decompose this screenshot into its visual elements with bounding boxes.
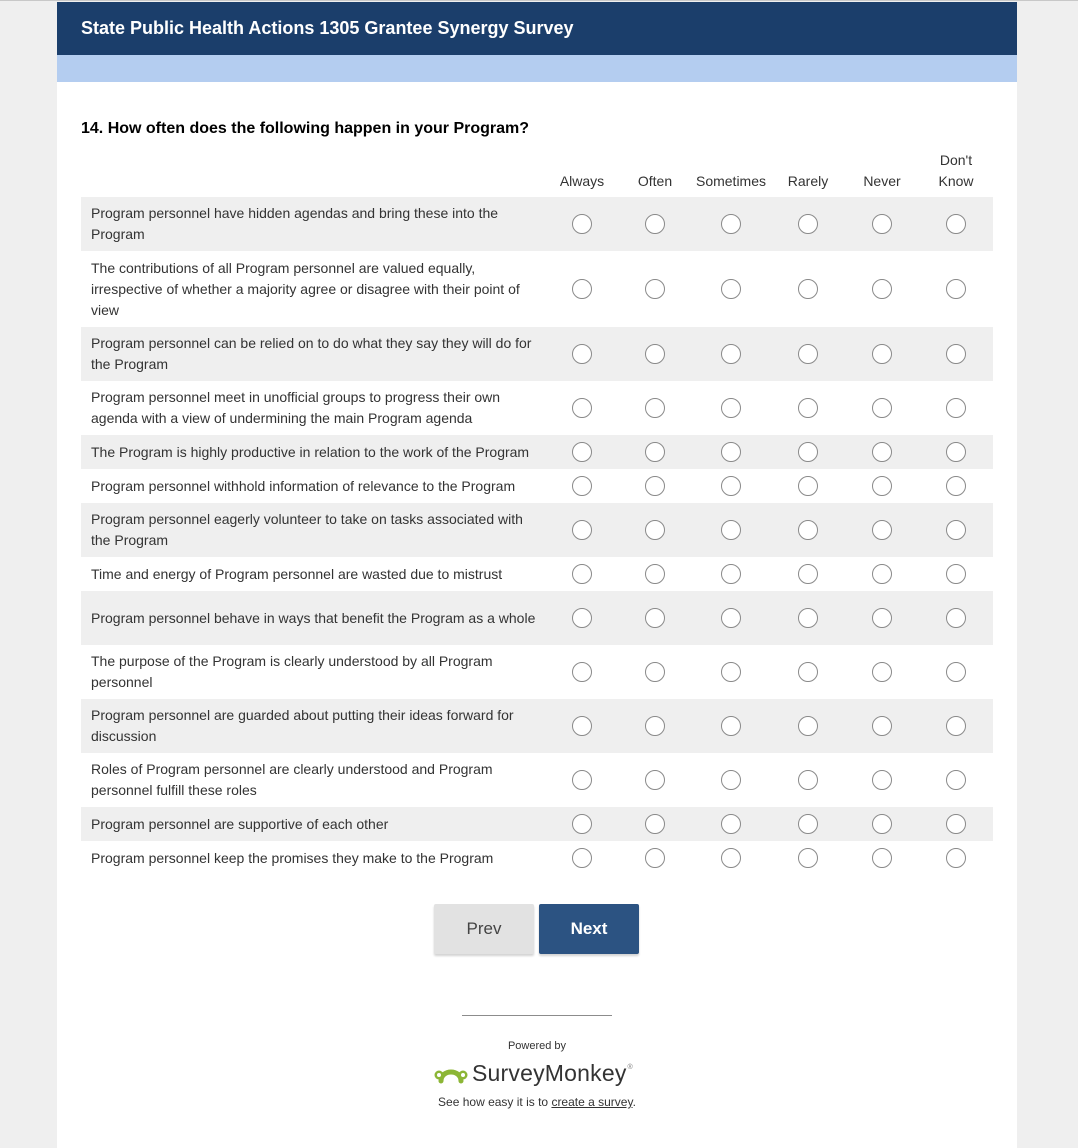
prev-button[interactable]: Prev	[434, 904, 534, 954]
matrix-row-label: Roles of Program personnel are clearly understood and Program personnel fulfill these roles	[91, 761, 493, 798]
radio-button[interactable]	[872, 279, 892, 299]
radio-button[interactable]	[572, 214, 592, 234]
column-header-line2: Sometimes	[695, 173, 767, 189]
radio-button[interactable]	[946, 662, 966, 682]
radio-button[interactable]	[721, 564, 741, 584]
radio-button[interactable]	[798, 344, 818, 364]
radio-button[interactable]	[645, 476, 665, 496]
radio-button[interactable]	[645, 662, 665, 682]
radio-button[interactable]	[946, 608, 966, 628]
matrix-row-label: Program personnel have hidden agendas and bring these into the Program	[91, 205, 499, 242]
matrix-row-label: Program personnel are supportive of each other	[91, 815, 389, 832]
radio-button[interactable]	[798, 520, 818, 540]
radio-button[interactable]	[721, 520, 741, 540]
matrix-row	[81, 381, 993, 435]
matrix-row-label: The purpose of the Program is clearly understood by all Program personnel	[91, 653, 493, 690]
radio-button[interactable]	[721, 814, 741, 834]
matrix-row-label: Time and energy of Program personnel are wasted due to mistrust	[91, 565, 503, 582]
radio-button[interactable]	[572, 608, 592, 628]
radio-button[interactable]	[721, 848, 741, 868]
radio-button[interactable]	[645, 770, 665, 790]
radio-button[interactable]	[872, 476, 892, 496]
radio-button[interactable]	[572, 344, 592, 364]
powered-by-text: Powered by	[507, 1040, 567, 1052]
radio-button[interactable]	[872, 520, 892, 540]
radio-button[interactable]	[946, 279, 966, 299]
matrix-row-label: Program personnel are guarded about putting their ideas forward for discussion	[91, 707, 514, 744]
matrix-row	[81, 699, 993, 753]
column-header-line2: Always	[559, 173, 605, 189]
radio-button[interactable]	[946, 814, 966, 834]
radio-button[interactable]	[721, 279, 741, 299]
column-header-line1: Don't	[939, 152, 973, 168]
radio-button[interactable]	[946, 476, 966, 496]
radio-button[interactable]	[572, 716, 592, 736]
radio-button[interactable]	[872, 214, 892, 234]
matrix-row	[81, 327, 993, 381]
radio-button[interactable]	[946, 344, 966, 364]
radio-button[interactable]	[946, 848, 966, 868]
surveymonkey-monkey-icon	[434, 1061, 468, 1085]
tagline-prefix: See how easy it is to	[438, 1095, 552, 1109]
radio-button[interactable]	[798, 442, 818, 462]
radio-button[interactable]	[645, 520, 665, 540]
radio-button[interactable]	[946, 564, 966, 584]
radio-button[interactable]	[572, 279, 592, 299]
column-header-line2: Know	[938, 173, 974, 189]
survey-page	[57, 2, 1017, 1148]
radio-button[interactable]	[798, 279, 818, 299]
radio-button[interactable]	[872, 564, 892, 584]
radio-button[interactable]	[721, 716, 741, 736]
radio-button[interactable]	[798, 398, 818, 418]
radio-button[interactable]	[721, 770, 741, 790]
matrix-rows	[81, 197, 993, 875]
radio-button[interactable]	[872, 716, 892, 736]
matrix-row-label: The Program is highly productive in relation to the work of the Program	[91, 443, 530, 460]
radio-button[interactable]	[798, 662, 818, 682]
radio-button[interactable]	[572, 398, 592, 418]
radio-button[interactable]	[721, 608, 741, 628]
radio-button[interactable]	[572, 814, 592, 834]
matrix-column-headers	[81, 152, 993, 197]
radio-button[interactable]	[872, 662, 892, 682]
matrix-row-label: Program personnel eagerly volunteer to take on tasks associated with the Program	[91, 511, 523, 548]
column-header	[911, 150, 1001, 192]
radio-button[interactable]	[645, 848, 665, 868]
radio-button[interactable]	[798, 770, 818, 790]
matrix-row	[81, 557, 993, 591]
radio-button[interactable]	[645, 608, 665, 628]
radio-button[interactable]	[798, 814, 818, 834]
brand-name: SurveyMonkey	[472, 1059, 627, 1086]
radio-button[interactable]	[645, 344, 665, 364]
matrix-row	[81, 591, 993, 645]
matrix-row-label: Program personnel can be relied on to do what they say they will do for the Program	[91, 335, 532, 372]
next-button[interactable]: Next	[539, 904, 639, 954]
radio-button[interactable]	[872, 770, 892, 790]
radio-button[interactable]	[572, 770, 592, 790]
survey-title: State Public Health Actions 1305 Grantee Synergy Survey	[81, 18, 574, 38]
registered-mark: ®	[627, 1064, 633, 1071]
matrix-question	[81, 152, 993, 875]
radio-button[interactable]	[872, 398, 892, 418]
column-header-line2: Rarely	[787, 173, 829, 189]
window-top-border	[0, 0, 1078, 1]
radio-button[interactable]	[645, 564, 665, 584]
radio-button[interactable]	[798, 476, 818, 496]
progress-band	[57, 55, 1017, 82]
matrix-row	[81, 807, 993, 841]
radio-button[interactable]	[872, 608, 892, 628]
radio-button[interactable]	[721, 476, 741, 496]
radio-button[interactable]	[798, 716, 818, 736]
column-header-line2: Never	[863, 173, 901, 189]
radio-button[interactable]	[572, 848, 592, 868]
question-title: 14. How often does the following happen in your Program?	[81, 120, 530, 137]
radio-button[interactable]	[645, 442, 665, 462]
matrix-row	[81, 435, 993, 469]
radio-button[interactable]	[946, 716, 966, 736]
radio-button[interactable]	[721, 398, 741, 418]
matrix-row-label: The contributions of all Program personnel are valued equally, irrespective of whether a majority agree or disagree with their point of view	[91, 259, 520, 318]
matrix-row	[81, 841, 993, 875]
tagline-suffix: .	[632, 1095, 636, 1109]
radio-button[interactable]	[798, 848, 818, 868]
footer-tagline	[57, 1095, 1017, 1109]
radio-button[interactable]	[872, 848, 892, 868]
radio-button[interactable]	[798, 214, 818, 234]
radio-button[interactable]	[572, 476, 592, 496]
radio-button[interactable]	[872, 344, 892, 364]
radio-button[interactable]	[946, 770, 966, 790]
matrix-row-label: Program personnel meet in unofficial groups to progress their own agenda with a view of undermining the main Program agenda	[91, 389, 501, 426]
create-survey-link[interactable]: create a survey	[551, 1095, 633, 1109]
radio-button[interactable]	[946, 398, 966, 418]
matrix-row-label: Program personnel keep the promises they make to the Program	[91, 849, 494, 866]
radio-button[interactable]	[572, 662, 592, 682]
matrix-row	[81, 469, 993, 503]
matrix-row-label: Program personnel withhold information of relevance to the Program	[91, 477, 516, 494]
radio-button[interactable]	[645, 716, 665, 736]
matrix-row	[81, 645, 993, 699]
radio-button[interactable]	[721, 214, 741, 234]
radio-button[interactable]	[645, 814, 665, 834]
matrix-row	[81, 251, 993, 327]
radio-button[interactable]	[645, 279, 665, 299]
radio-button[interactable]	[572, 442, 592, 462]
radio-button[interactable]	[798, 608, 818, 628]
surveymonkey-logo[interactable]	[434, 1056, 640, 1090]
radio-button[interactable]	[721, 344, 741, 364]
radio-button[interactable]	[645, 398, 665, 418]
radio-button[interactable]	[946, 520, 966, 540]
matrix-row	[81, 197, 993, 251]
radio-button[interactable]	[721, 662, 741, 682]
survey-header	[57, 2, 1017, 55]
radio-button[interactable]	[721, 442, 741, 462]
radio-button[interactable]	[872, 814, 892, 834]
matrix-row-label: Program personnel behave in ways that benefit the Program as a whole	[91, 609, 536, 626]
radio-button[interactable]	[946, 214, 966, 234]
matrix-row	[81, 753, 993, 807]
footer-divider	[462, 1015, 612, 1016]
column-header-line2: Often	[637, 173, 673, 189]
radio-button[interactable]	[946, 442, 966, 462]
radio-button[interactable]	[572, 564, 592, 584]
radio-button[interactable]	[798, 564, 818, 584]
radio-button[interactable]	[872, 442, 892, 462]
matrix-row	[81, 503, 993, 557]
radio-button[interactable]	[572, 520, 592, 540]
radio-button[interactable]	[645, 214, 665, 234]
